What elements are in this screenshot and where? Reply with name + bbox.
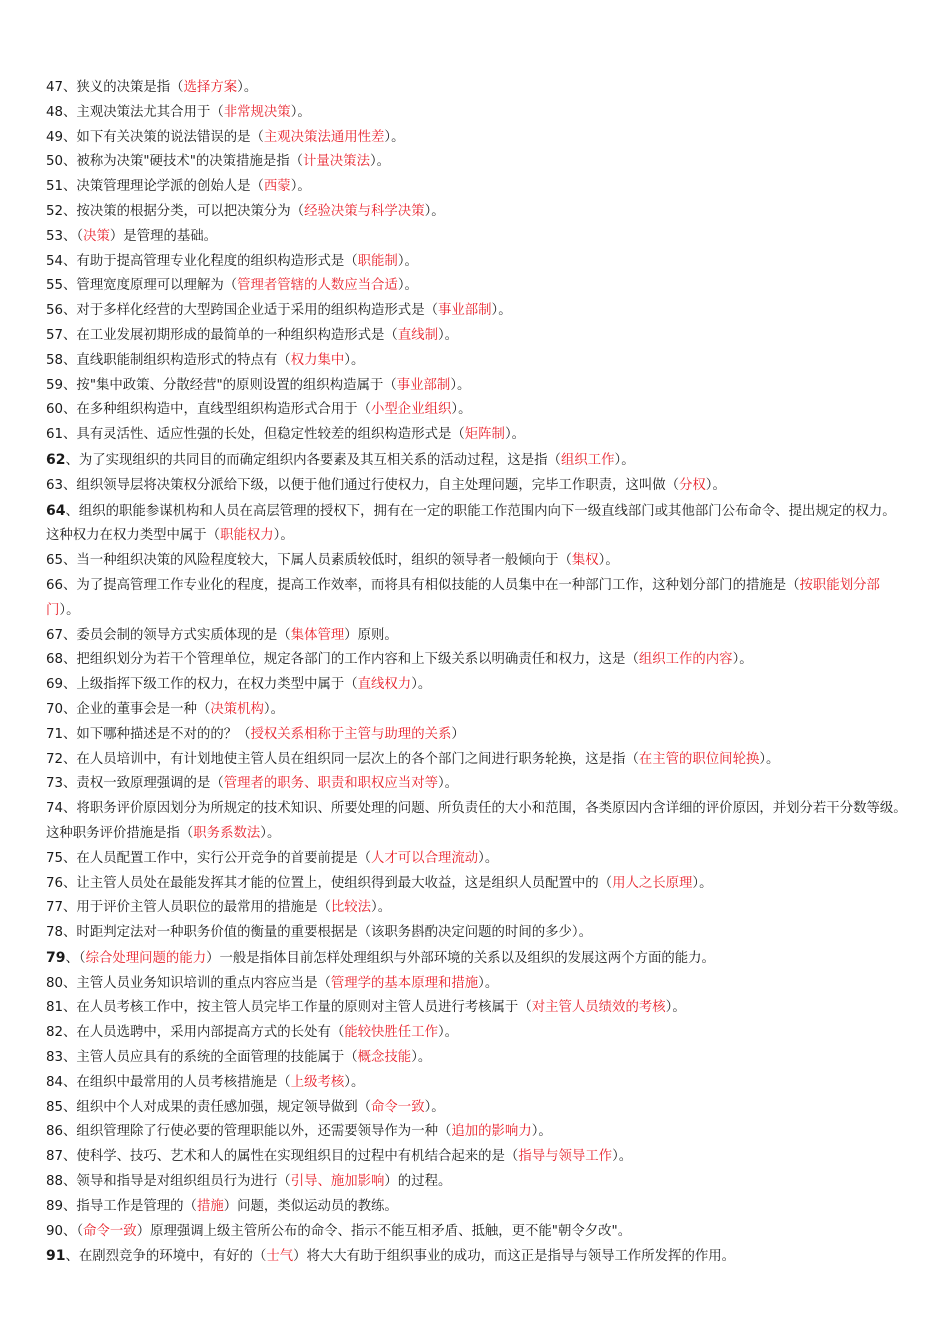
answer-text: 上级考核 bbox=[290, 1074, 345, 1090]
answer-text: 能较快胜任工作 bbox=[344, 1025, 438, 1041]
question-item bbox=[46, 374, 908, 399]
question-item bbox=[46, 972, 908, 997]
answer-text: 主观决策法通用性差 bbox=[263, 129, 385, 145]
question-text: ）。 bbox=[451, 402, 472, 418]
question-number: 59 bbox=[46, 377, 64, 393]
question-number: 67 bbox=[46, 627, 64, 643]
question-item bbox=[46, 574, 908, 624]
question-text: 、主观决策法尤其合用于（ bbox=[63, 104, 224, 120]
question-text: 、让主管人员处在最能发挥其才能的位置上，使组织得到最大收益，这是组织人员配置中的（ bbox=[63, 875, 613, 891]
question-item bbox=[46, 624, 908, 649]
answer-text: 权力集中 bbox=[290, 352, 345, 368]
question-number: 78 bbox=[46, 925, 64, 941]
question-item bbox=[46, 1244, 908, 1270]
question-number: 51 bbox=[46, 179, 64, 195]
question-item bbox=[46, 1195, 908, 1220]
question-text: 、如下哪种描述是不对的的？（ bbox=[63, 726, 251, 742]
question-number: 83 bbox=[46, 1050, 64, 1066]
question-text: 、按"集中政策、分散经营"的原则设置的组织构造属于（ bbox=[63, 377, 397, 393]
question-text: 、为了实现组织的共同目的而确定组织内各要素及其互相关系的活动过程，这是指（ bbox=[65, 452, 561, 468]
question-number: 65 bbox=[46, 553, 64, 569]
question-item bbox=[46, 150, 908, 175]
question-text: ）。 bbox=[478, 975, 499, 991]
question-text: 、委员会制的领导方式实质体现的是（ bbox=[63, 627, 291, 643]
question-number: 71 bbox=[46, 726, 64, 742]
question-text: ）。 bbox=[504, 427, 526, 443]
question-item bbox=[46, 349, 908, 374]
question-item bbox=[46, 398, 908, 423]
answer-text: 职务系数法 bbox=[193, 825, 261, 841]
question-text: 、对于多样化经营的大型跨国企业适于采用的组织构造形式是（ bbox=[63, 303, 438, 319]
answer-text: 人才可以合理流动 bbox=[371, 850, 479, 866]
answer-text: 管理者的职务、职责和职权应当对等 bbox=[223, 776, 438, 792]
question-item bbox=[46, 772, 908, 797]
question-item bbox=[46, 448, 908, 474]
question-text: ）一般是指体目前怎样处理组织与外部环境的关系以及组织的发展这两个方面的能力。 bbox=[206, 950, 715, 966]
question-text: ）。 bbox=[369, 154, 391, 170]
question-item bbox=[46, 324, 908, 349]
answer-text: 事业部制 bbox=[437, 303, 492, 319]
question-text: ）。 bbox=[263, 701, 284, 717]
question-text: ）。 bbox=[273, 528, 294, 544]
question-text: 、在人员培训中，有计划地使主管人员在组织同一层次上的各个部门之间进行职务轮换，这是指（ bbox=[63, 751, 639, 767]
question-number: 72 bbox=[46, 751, 64, 767]
question-item bbox=[46, 299, 908, 324]
answer-text: 职能权力 bbox=[220, 528, 274, 544]
answer-text: 组织工作的内容 bbox=[638, 652, 733, 668]
question-item bbox=[46, 723, 908, 748]
question-item bbox=[46, 1021, 908, 1046]
question-item bbox=[46, 1120, 908, 1145]
question-text: ）。 bbox=[411, 677, 432, 693]
question-text: ） bbox=[451, 726, 465, 742]
question-item bbox=[46, 797, 908, 847]
answer-text: 计量决策法 bbox=[303, 154, 370, 170]
question-text: 、将职务评价原因划分为所规定的技术知识、所要处理的问题、所负责任的大小和范围，各类原因内含详细的评价原因，并划分若干分数等级。这种职务评价措施是指（ bbox=[46, 801, 907, 841]
answer-text: 事业部制 bbox=[396, 377, 451, 393]
question-text: ）。 bbox=[759, 751, 780, 767]
question-number: 86 bbox=[46, 1124, 64, 1140]
question-number: 62 bbox=[46, 451, 66, 468]
question-item bbox=[46, 225, 908, 250]
question-text: ）。 bbox=[531, 1124, 552, 1140]
question-text: 、把组织划分为若干个管理单位，规定各部门的工作内容和上下级关系以明确责任和权力，这是（ bbox=[63, 652, 639, 668]
answer-text: 追加的影响力 bbox=[451, 1124, 532, 1140]
question-number: 81 bbox=[46, 1000, 64, 1016]
question-text: ）是管理的基础。 bbox=[109, 228, 218, 244]
question-text: ）。 bbox=[384, 129, 405, 145]
question-text: ）原则。 bbox=[344, 627, 398, 643]
question-number: 79 bbox=[46, 949, 66, 966]
question-number: 87 bbox=[46, 1149, 64, 1165]
question-text: ）。 bbox=[290, 179, 311, 195]
question-text: 、按决策的根据分类，可以把决策分为（ bbox=[63, 203, 305, 219]
question-text: 、被称为决策"硬技术"的决策措施是指（ bbox=[63, 154, 304, 170]
question-text: 、在工业发展初期形成的最简单的一种组织构造形式是（ bbox=[63, 327, 398, 343]
question-number: 56 bbox=[46, 303, 64, 319]
question-number: 53 bbox=[46, 228, 64, 244]
question-number: 82 bbox=[46, 1025, 64, 1041]
question-text: 、在组织中最常用的人员考核措施是（ bbox=[63, 1074, 291, 1090]
question-item bbox=[46, 648, 908, 673]
answer-text: 矩阵制 bbox=[464, 427, 505, 443]
question-item bbox=[46, 946, 908, 972]
question-text: 、领导和指导是对组织组员行为进行（ bbox=[63, 1174, 291, 1190]
question-text: 、在人员配置工作中，实行公开竞争的首要前提是（ bbox=[63, 850, 372, 866]
question-text: ）。 bbox=[397, 278, 418, 294]
question-text: 、具有灵活性、适应性强的长处，但稳定性较差的组织构造形式是（ bbox=[63, 427, 465, 443]
answer-text: 引导、施加影响 bbox=[290, 1174, 385, 1190]
question-number: 49 bbox=[46, 129, 64, 145]
question-number: 85 bbox=[46, 1099, 64, 1115]
question-text: ）。 bbox=[437, 776, 459, 792]
question-text: ）的过程。 bbox=[384, 1174, 452, 1190]
question-text: ）。 bbox=[692, 875, 713, 891]
question-number: 63 bbox=[46, 477, 64, 493]
question-number: 55 bbox=[46, 278, 64, 294]
question-list bbox=[46, 76, 908, 1270]
question-text: 、在人员考核工作中，按主管人员完毕工作量的原则对主管人员进行考核属于（ bbox=[63, 1000, 532, 1016]
question-number: 64 bbox=[46, 502, 66, 519]
question-text: 、上级指挥下级工作的权力，在权力类型中属于（ bbox=[63, 677, 358, 693]
answer-text: 比较法 bbox=[330, 900, 372, 916]
question-item bbox=[46, 847, 908, 872]
question-text: ）。 bbox=[371, 900, 392, 916]
answer-text: 综合处理问题的能力 bbox=[85, 950, 207, 966]
answer-text: 小型企业组织 bbox=[371, 402, 452, 418]
answer-text: 选择方案 bbox=[183, 80, 238, 95]
answer-text: 命令一致 bbox=[371, 1099, 425, 1115]
question-text: 、时距判定法对一种职务价值的衡量的重要根据是（该职务斟酌决定问题的时间的多少）。 bbox=[63, 925, 592, 941]
question-text: ）。 bbox=[237, 80, 258, 95]
answer-text: 命令一致 bbox=[83, 1223, 137, 1239]
answer-text: 按职能划分部门 bbox=[46, 577, 880, 618]
question-number: 76 bbox=[46, 875, 64, 891]
question-item bbox=[46, 996, 908, 1021]
question-text: 、指导工作是管理的（ bbox=[63, 1198, 197, 1214]
answer-text: 士气 bbox=[266, 1249, 294, 1265]
question-item bbox=[46, 274, 908, 299]
question-item bbox=[46, 474, 908, 499]
question-text: 、（ bbox=[63, 228, 84, 244]
answer-text: 决策机构 bbox=[210, 701, 264, 717]
question-text: ）问题，类似运动员的教练。 bbox=[223, 1198, 398, 1214]
answer-text: 经验决策与科学决策 bbox=[304, 203, 425, 219]
question-item bbox=[46, 698, 908, 723]
question-item bbox=[46, 549, 908, 574]
question-item bbox=[46, 1046, 908, 1071]
question-text: ）。 bbox=[450, 377, 471, 393]
question-number: 80 bbox=[46, 975, 64, 991]
question-item bbox=[46, 1145, 908, 1170]
question-number: 89 bbox=[46, 1198, 64, 1214]
question-number: 74 bbox=[46, 801, 64, 817]
question-text: ）。 bbox=[732, 652, 753, 668]
question-text: 、（ bbox=[65, 950, 86, 966]
answer-text: 在主管的职位间轮换 bbox=[638, 751, 760, 767]
question-text: 、（ bbox=[63, 1223, 84, 1239]
question-text: 、直线职能制组织构造形式的特点有（ bbox=[63, 352, 291, 368]
question-number: 60 bbox=[46, 402, 64, 418]
question-number: 75 bbox=[46, 850, 64, 866]
question-text: ）。 bbox=[437, 1025, 459, 1041]
question-text: ）。 bbox=[424, 203, 445, 219]
answer-text: 非常规决策 bbox=[223, 104, 291, 120]
answer-text: 措施 bbox=[196, 1198, 224, 1214]
answer-text: 直线权力 bbox=[357, 677, 412, 693]
question-text: ）。 bbox=[290, 104, 311, 120]
question-number: 47 bbox=[46, 80, 64, 95]
question-number: 90 bbox=[46, 1223, 64, 1239]
question-number: 88 bbox=[46, 1174, 64, 1190]
answer-text: 授权关系相称于主管与助理的关系 bbox=[250, 726, 452, 742]
question-text: 、用于评价主管人员职位的最常用的措施是（ bbox=[63, 900, 331, 916]
question-text: 、为了提高管理工作专业化的程度，提高工作效率，而将具有相似技能的人员集中在一种部门工作，这种划分部门的措施是（ bbox=[63, 577, 800, 593]
question-number: 54 bbox=[46, 253, 64, 269]
question-item bbox=[46, 76, 908, 101]
answer-text: 管理者管辖的人数应当合适 bbox=[237, 278, 398, 294]
question-item bbox=[46, 101, 908, 126]
answer-text: 决策 bbox=[83, 228, 110, 244]
answer-text: 职能制 bbox=[357, 253, 398, 269]
question-text: ）。 bbox=[437, 327, 459, 343]
question-text: 、管理宽度原理可以理解为（ bbox=[63, 278, 238, 294]
question-text: ）。 bbox=[705, 477, 726, 493]
question-number: 50 bbox=[46, 154, 64, 170]
question-item bbox=[46, 126, 908, 151]
question-item bbox=[46, 921, 908, 946]
question-text: ）。 bbox=[598, 553, 619, 569]
question-number: 77 bbox=[46, 900, 64, 916]
question-text: ）。 bbox=[344, 352, 365, 368]
question-text: ）。 bbox=[424, 1099, 445, 1115]
question-text: 、责权一致原理强调的是（ bbox=[63, 776, 224, 792]
answer-text: 直线制 bbox=[397, 327, 438, 343]
answer-text: 分权 bbox=[679, 477, 706, 493]
question-text: 、有助于提高管理专业化程度的组织构造形式是（ bbox=[63, 253, 358, 269]
question-item bbox=[46, 896, 908, 921]
question-item bbox=[46, 175, 908, 200]
question-item bbox=[46, 423, 908, 448]
question-text: 、组织领导层将决策权分派给下级，以便于他们通过行使权力，自主处理问题，完毕工作职责，这叫做（ bbox=[63, 477, 680, 493]
question-text: ）。 bbox=[411, 1050, 432, 1066]
answer-text: 概念技能 bbox=[357, 1050, 412, 1066]
question-item bbox=[46, 1220, 908, 1245]
answer-text: 集体管理 bbox=[290, 627, 345, 643]
question-text: 、当一种组织决策的风险程度较大，下属人员素质较低时，组织的领导者一般倾向于（ bbox=[63, 553, 572, 569]
question-text: ）。 bbox=[344, 1074, 365, 1090]
question-text: ）。 bbox=[614, 452, 635, 468]
question-number: 91 bbox=[46, 1248, 66, 1265]
question-text: 、组织中个人对成果的责任感加强，规定领导做到（ bbox=[63, 1099, 372, 1115]
question-number: 57 bbox=[46, 327, 64, 343]
question-number: 73 bbox=[46, 776, 64, 792]
question-text: 、在多种组织构造中，直线型组织构造形式合用于（ bbox=[63, 402, 372, 418]
question-item bbox=[46, 200, 908, 225]
question-item bbox=[46, 1170, 908, 1195]
question-number: 84 bbox=[46, 1074, 64, 1090]
question-text: ）。 bbox=[59, 602, 80, 618]
answer-text: 管理学的基本原理和措施 bbox=[330, 975, 479, 991]
answer-text: 对主管人员绩效的考核 bbox=[531, 1000, 666, 1016]
question-item bbox=[46, 1071, 908, 1096]
question-text: 、如下有关决策的说法错误的是（ bbox=[63, 129, 264, 145]
question-number: 52 bbox=[46, 203, 64, 219]
question-text: ）原理强调上级主管所公布的命令、指示不能互相矛盾、抵触，更不能"朝令夕改"。 bbox=[136, 1223, 632, 1239]
question-number: 70 bbox=[46, 701, 64, 717]
question-number: 61 bbox=[46, 427, 64, 443]
answer-text: 组织工作 bbox=[560, 452, 615, 468]
question-text: ）。 bbox=[260, 825, 281, 841]
answer-text: 西蒙 bbox=[263, 179, 291, 195]
answer-text: 集权 bbox=[571, 553, 599, 569]
question-text: 、组织的职能参谋机构和人员在高层管理的授权下，拥有在一定的职能工作范围内向下一级直线部门或其他部门公布命令、提出规定的权力。这种权力在权力类型中属于（ bbox=[46, 503, 896, 544]
question-item bbox=[46, 499, 908, 550]
answer-text: 用人之长原理 bbox=[612, 875, 693, 891]
question-text: 、在人员选聘中，采用内部提高方式的长处有（ bbox=[63, 1025, 345, 1041]
question-number: 69 bbox=[46, 677, 64, 693]
question-text: ）。 bbox=[491, 303, 512, 319]
question-text: 、企业的董事会是一种（ bbox=[63, 701, 211, 717]
question-text: ）。 bbox=[478, 850, 499, 866]
question-item bbox=[46, 673, 908, 698]
question-text: 、狭义的决策是指（ bbox=[63, 80, 184, 95]
question-item bbox=[46, 1096, 908, 1121]
question-number: 48 bbox=[46, 104, 64, 120]
question-text: 、使科学、技巧、艺术和人的属性在实现组织目的过程中有机结合起来的是（ bbox=[63, 1149, 519, 1165]
question-text: ）将大大有助于组织事业的成功，而这正是指导与领导工作所发挥的作用。 bbox=[293, 1249, 736, 1265]
question-item bbox=[46, 748, 908, 773]
question-text: 、组织管理除了行使必要的管理职能以外，还需要领导作为一种（ bbox=[63, 1124, 452, 1140]
question-text: 、主管人员应具有的系统的全面管理的技能属于（ bbox=[63, 1050, 358, 1066]
question-number: 66 bbox=[46, 577, 64, 593]
question-text: 、在剧烈竞争的环境中，有好的（ bbox=[65, 1249, 267, 1265]
question-text: 、主管人员业务知识培训的重点内容应当是（ bbox=[63, 975, 331, 991]
question-item bbox=[46, 250, 908, 275]
answer-text: 指导与领导工作 bbox=[518, 1149, 613, 1165]
question-number: 68 bbox=[46, 652, 64, 668]
question-item bbox=[46, 872, 908, 897]
question-text: 、决策管理理论学派的创始人是（ bbox=[63, 179, 264, 195]
question-text: ）。 bbox=[612, 1149, 633, 1165]
question-text: ）。 bbox=[665, 1000, 686, 1016]
question-text: ）。 bbox=[397, 253, 418, 269]
question-number: 58 bbox=[46, 352, 64, 368]
